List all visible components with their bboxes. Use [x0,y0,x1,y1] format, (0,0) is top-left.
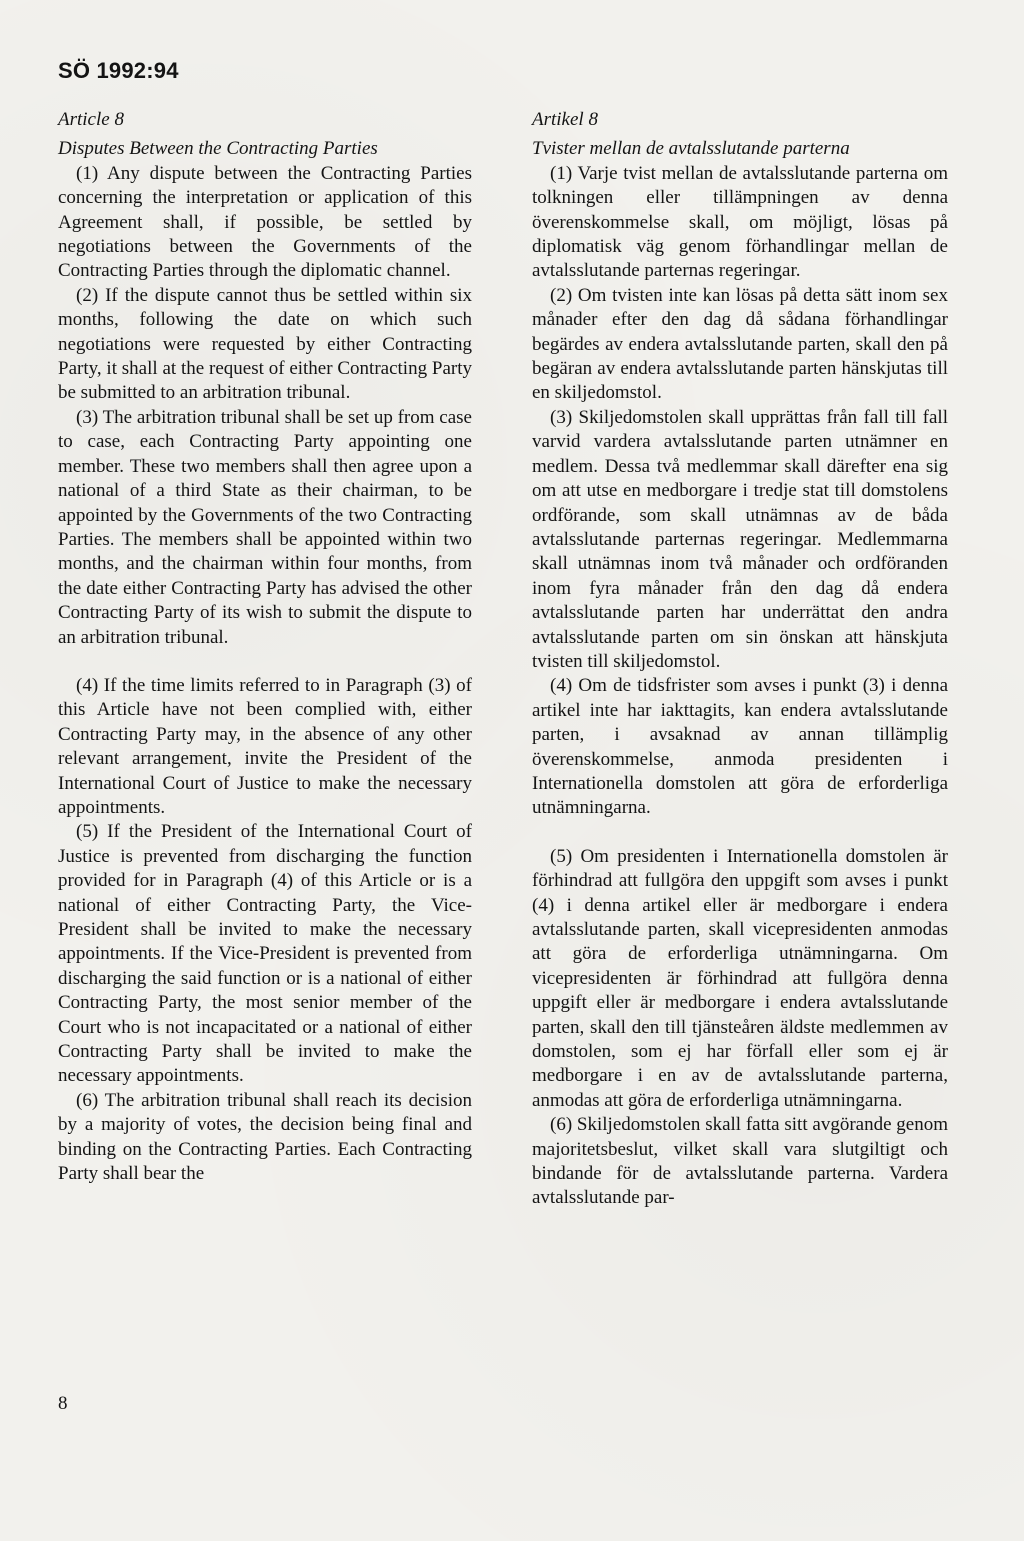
article-title-en: Article 8 [58,109,124,130]
paragraph-en-3: (3) The arbitration tribunal shall be set up from case to case, each Contracting Party appointing one member. These two members shall then agree upon a national of a third State as their chairman, to be appointed by the Governments of the two Contracting Parties. The members shall be appointed within two months, and the chairman within four months, from the date either Contracting Party has advised the other Contracting Party of its wish to submit the dispute to an arbitration tribunal. [58,406,472,648]
article-title-sv: Artikel 8 [532,109,598,130]
paragraph-en-6: (6) The arbitration tribunal shall reach its decision by a majority of votes, the decision being final and binding on the Contracting Parties. Each Contracting Party shall bear the [58,1089,472,1185]
paragraph-sv-3: (3) Skiljedomstolen skall upprättas från fall till fall varvid vardera avtalsslutande parten utnämner en medlem. Dessa två medlemmar skall därefter ena sig om att utse en medborgare i tredje stat till domstolens ordförande, som skall utnämnas av de båda avtalsslutande parternas regeringar. Medlemmarna skall utnämnas inom två månader och ordföranden inom fyra månader från den dag då endera avtalsslutande parten har underrättat den andra avtalsslutande parten om sin önskan att hänskjuta tvisten till skiljedomstol. [532,406,948,672]
page-number: 8 [58,1393,68,1414]
paragraph-en-2: (2) If the dispute cannot thus be settled within six months, following the date on which such negotiations were requested by either Contracting Party, it shall at the request of either Contracting Party be submitted to an arbitration tribunal. [58,284,472,404]
paragraph-en-4: (4) If the time limits referred to in Paragraph (3) of this Article have not been complied with, either Contracting Party may, in the absence of any other relevant arrangement, invite the President of the International Court of Justice to make the necessary appointments. [58,674,472,818]
english-column [58,108,472,1186]
section-title-en: Disputes Between the Contracting Parties [58,138,378,160]
paragraph-sv-4: (4) Om de tidsfrister som avses i punkt (3) i denna artikel inte har iakttagits, kan endera avtalsslutande parten, i avsaknad av annan tillämplig överenskommelse, anmoda presidenten i Internationella domstolen att göra de erforderliga utnämningarna. [532,675,948,819]
swedish-column [532,108,948,1211]
section-title-sv: Tvister mellan de avtalsslutande parterna [532,138,850,160]
paragraph-sv-6: (6) Skiljedomstolen skall fatta sitt avgörande genom majoritetsbeslut, vilket skall vara slutgiltigt och bindande för de avtalsslutande parterna. Vardera avtalsslutande par- [532,1114,948,1209]
paragraph-sv-2: (2) Om tvisten inte kan lösas på detta sätt inom sex månader efter den dag då sådana förhandlingar begärdes av endera avtalsslutande parten, skall den på begäran av endera avtalsslutande parten hänskjutas till en skiljedomstol. [532,284,948,404]
document-reference: SÖ 1992:94 [58,58,179,83]
paragraph-sv-1: (1) Varje tvist mellan de avtalsslutande parterna om tolkningen eller tillämpningen av denna överenskommelse skall, om möjligt, lösas på diplomatisk väg genom förhandlingar mellan de avtalsslutande parternas regeringar. [532,162,948,282]
paragraph-en-5: (5) If the President of the International Court of Justice is prevented from discharging the function provided for in Paragraph (4) of this Article or is a national of either Contracting Party, the Vice-President shall be invited to make the necessary appointments. If the Vice-President is prevented from discharging the said function or is a national of either Contracting Party, the most senior member of the Court who is not incapacitated or a national of either Contracting Party shall be invited to make the necessary appointments. [58,821,472,1087]
paragraph-sv-5: (5) Om presidenten i Internationella domstolen är förhindrad att fullgöra den uppgift som avses i punkt (4) i denna artikel eller är medborgare i endera avtalsslutande parten, skall vicepresidenten anmodas att göra de erforderliga utnämningarna. Om vicepresidenten är förhindrad att fullgöra denna uppgift eller är medborgare i endera avtalsslutande parten, skall den till tjänsteåren äldste medlemmen av domstolen, som ej har förfall eller som ej är medborgare i en av de avtalsslutande parterna, anmodas att göra de erforderliga utnämningarna. [532,845,948,1111]
paragraph-en-1: (1) Any dispute between the Contracting Parties concerning the interpretation or application of this Agreement shall, if possible, be settled by negotiations between the Governments of the Contracting Parties through the diplomatic channel. [58,162,472,282]
